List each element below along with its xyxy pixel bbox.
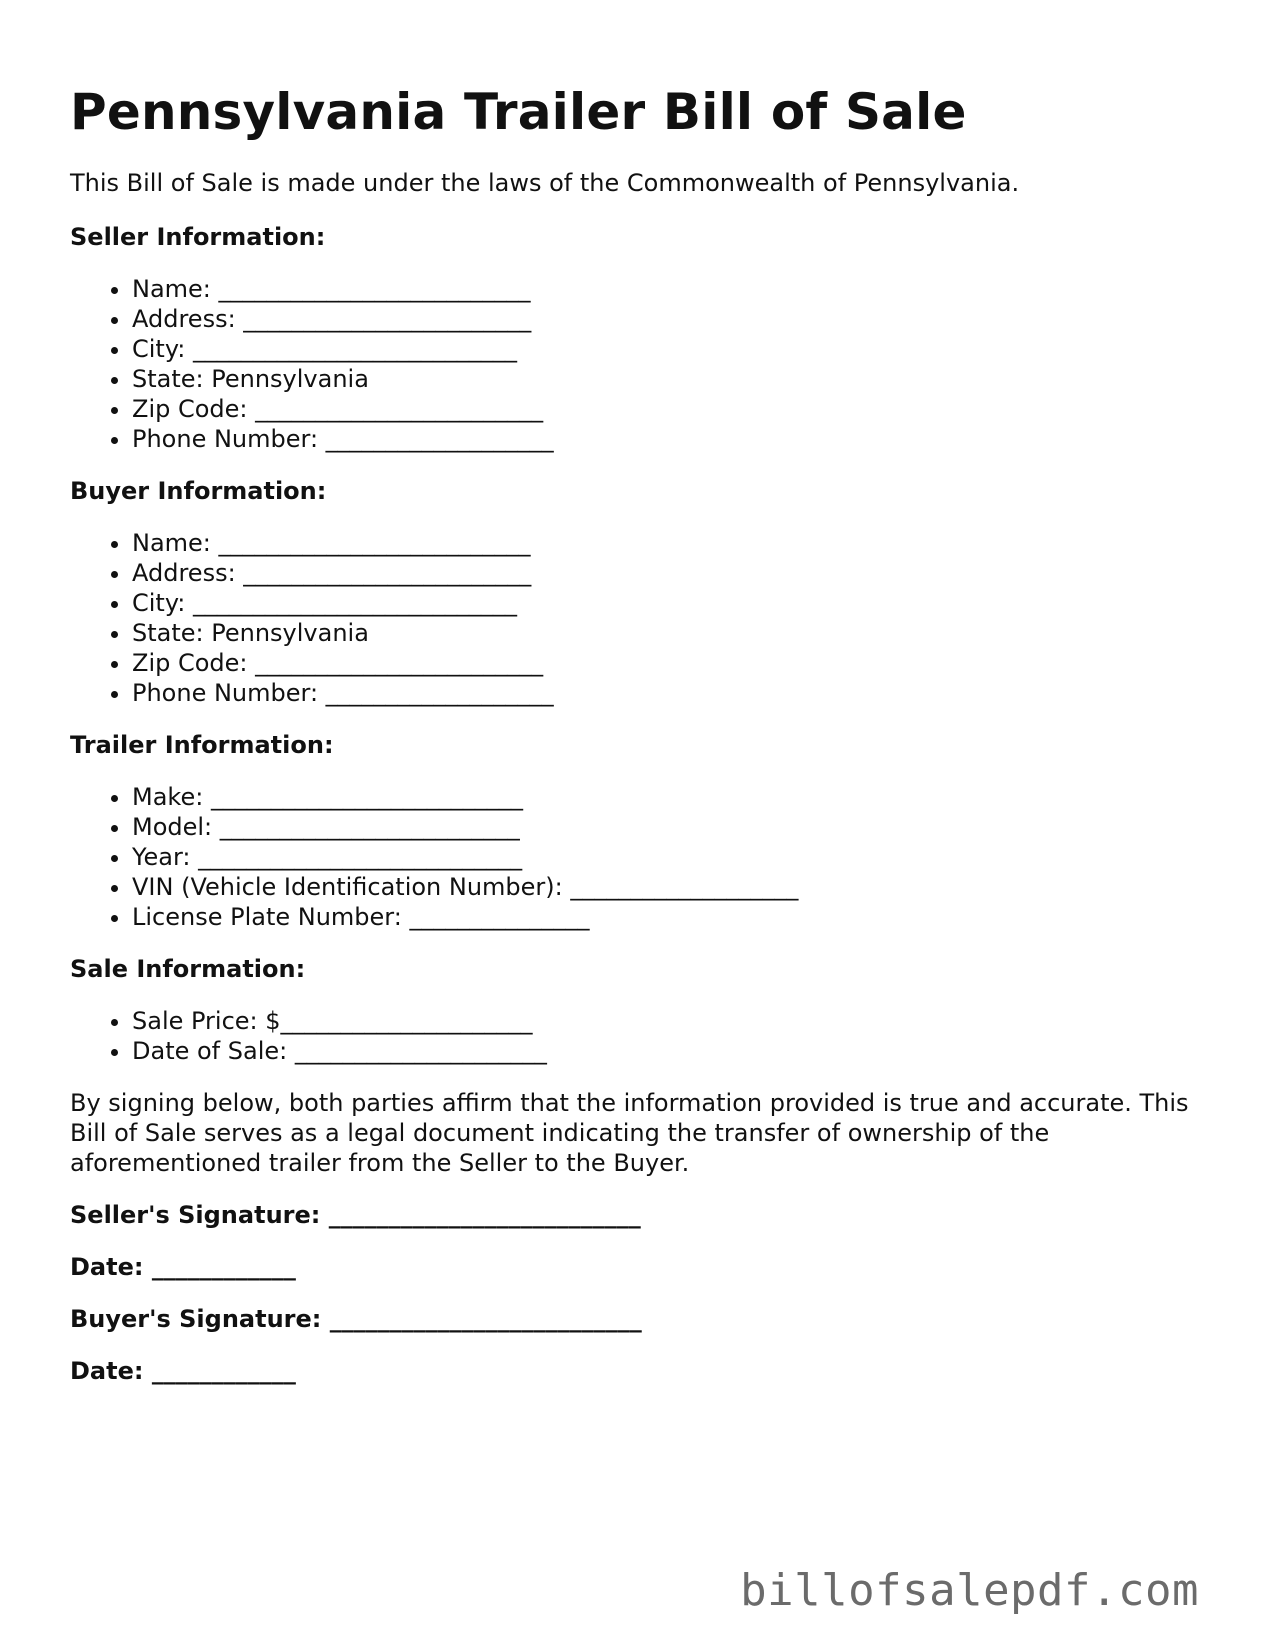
trailer-plate-field: • License Plate Number: _______________ (132, 902, 1220, 932)
trailer-heading: Trailer Information: (70, 731, 334, 759)
intro-paragraph: This Bill of Sale is made under the laws of the Commonwealth of Pennsylvania. (70, 169, 1020, 197)
buyer-signature-line: Buyer's Signature: __________________________ (70, 1305, 642, 1333)
buyer-city-field: • City: ___________________________ (132, 588, 1220, 618)
buyer-address-field: • Address: ________________________ (132, 558, 1220, 588)
trailer-year-field: • Year: ___________________________ (132, 842, 1220, 872)
closing-paragraph: By signing below, both parties affirm that the information provided is true and accurate. This Bill of Sale serves as a legal document indicating the transfer of ownership of the aforementioned trailer from the Seller to the Buyer. (70, 1089, 1189, 1177)
sale-price-field: • Sale Price: $_____________________ (132, 1006, 1220, 1036)
seller-signature-line: Seller's Signature: __________________________ (70, 1201, 641, 1229)
sale-list (70, 1006, 1220, 1066)
sale-heading: Sale Information: (70, 955, 306, 983)
trailer-make-field: • Make: __________________________ (132, 782, 1220, 812)
seller-heading: Seller Information: (70, 223, 326, 251)
buyer-name-field: • Name: __________________________ (132, 528, 1220, 558)
seller-name-field: • Name: __________________________ (132, 274, 1220, 304)
buyer-list (70, 528, 1220, 708)
trailer-model-field: • Model: _________________________ (132, 812, 1220, 842)
buyer-date-line: Date: ____________ (70, 1357, 296, 1385)
buyer-heading: Buyer Information: (70, 477, 327, 505)
seller-city-field: • City: ___________________________ (132, 334, 1220, 364)
trailer-list (70, 782, 1220, 932)
seller-state-field: • State: Pennsylvania (132, 364, 1220, 394)
buyer-state-field: • State: Pennsylvania (132, 618, 1220, 648)
trailer-vin-field: • VIN (Vehicle Identification Number): ___________________ (132, 872, 1220, 902)
seller-date-line: Date: ____________ (70, 1253, 296, 1281)
seller-phone-field: • Phone Number: ___________________ (132, 424, 1220, 454)
seller-zip-field: • Zip Code: ________________________ (132, 394, 1220, 424)
seller-list (70, 274, 1220, 454)
buyer-phone-field: • Phone Number: ___________________ (132, 678, 1220, 708)
buyer-zip-field: • Zip Code: ________________________ (132, 648, 1220, 678)
sale-date-field: • Date of Sale: _____________________ (132, 1036, 1220, 1066)
watermark: billofsalepdf.com (740, 1565, 1199, 1616)
document-page (70, 82, 1220, 1408)
seller-address-field: • Address: ________________________ (132, 304, 1220, 334)
page-title: Pennsylvania Trailer Bill of Sale (70, 83, 967, 141)
